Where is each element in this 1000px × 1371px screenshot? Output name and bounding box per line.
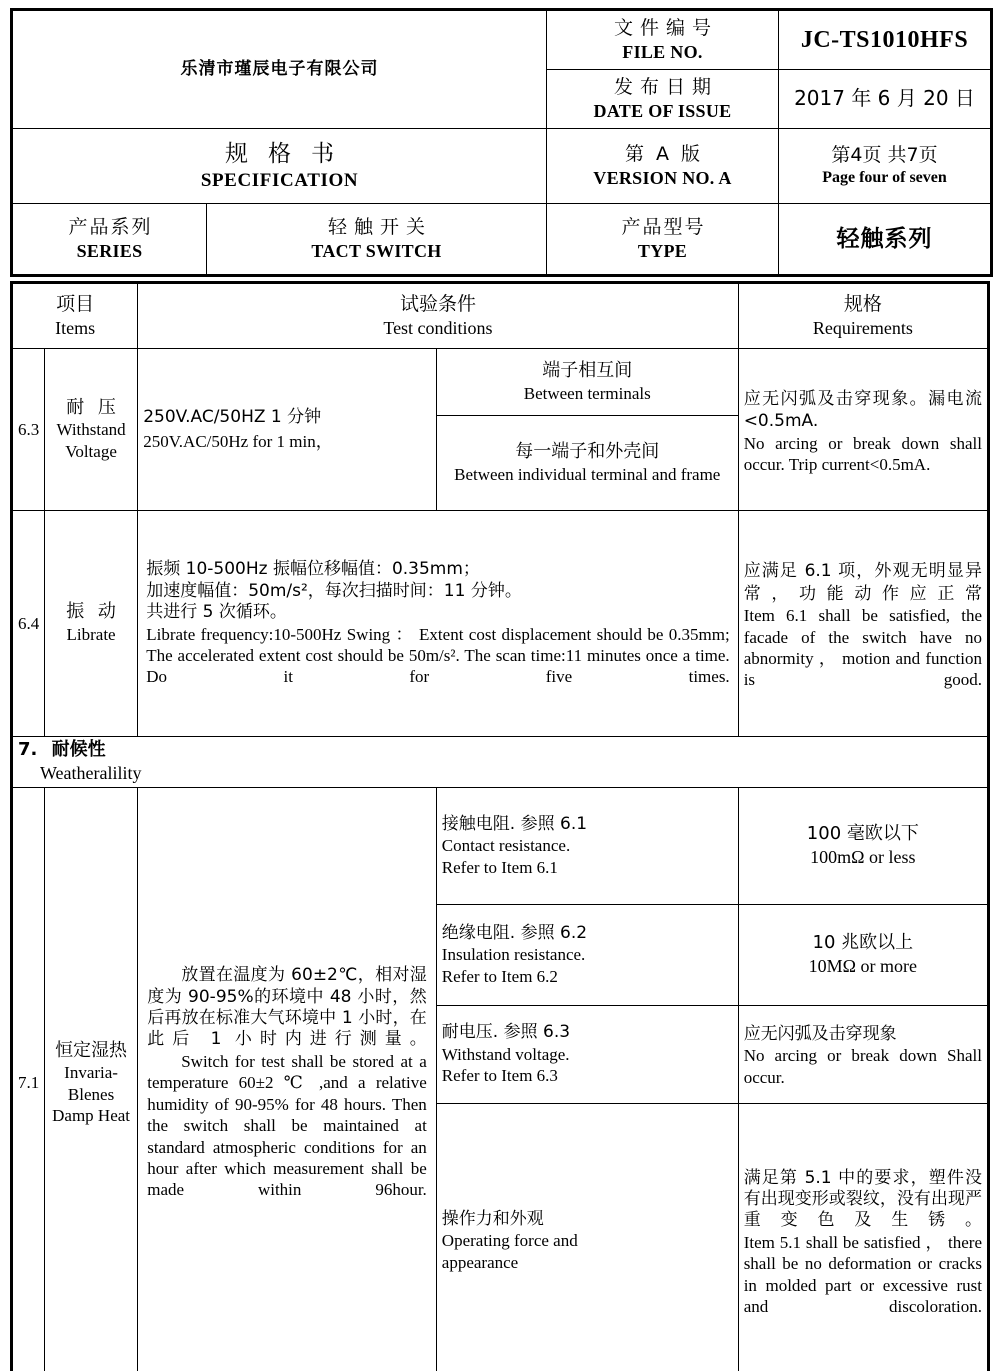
section-7-title-cn: 耐候性 (51, 739, 106, 761)
row-6-3-condition-cn: 250V.AC/50HZ 1 分钟 (143, 407, 322, 428)
row-6-3-subcondition-1 (436, 349, 738, 416)
file-no-value-cell (779, 10, 992, 70)
row-7-1-subcondition-3-cn: 耐电压. 参照 6.3 (441, 1022, 571, 1043)
row-7-1-subcondition-4-en-2: appearance (441, 1252, 519, 1272)
row-7-1-subcondition-3 (436, 1006, 738, 1104)
row-6-3-requirement (738, 349, 988, 511)
file-no-value: JC-TS1010HFS (800, 26, 969, 53)
row-6-4-condition-cn-3: 共进行 5 次循环。 (146, 602, 287, 623)
page-number-cn: 第4页 共7页 (831, 143, 938, 166)
file-no-label-cn: 文件编号 (613, 16, 718, 39)
type-cell (547, 204, 779, 276)
spec-title-cell (12, 129, 547, 204)
section-7-header (12, 737, 989, 788)
row-6-4-condition-cn-1: 振频 10-500Hz 振幅位移幅值：0.35mm； (146, 559, 480, 580)
row-7-1-condition-en: Switch for test shall be stored at a temperature 60±2 ℃ ,and a relative humidity of 90-95% for 48 hours. Then the switch shall be maintained at standard atmospheric conditions for an hour after which measurement shall be made within 96hour. (147, 1051, 427, 1200)
date-of-issue-label-cell (547, 70, 779, 129)
date-of-issue-value: 2017 年 6 月 20 日 (794, 86, 975, 111)
row-7-1-requirement-1-cn: 100 毫欧以下 (806, 823, 919, 845)
row-7-1-name (44, 788, 137, 1371)
table-row-7-1-sub-1 (12, 788, 989, 905)
row-7-1-subcondition-1-cn: 接触电阻. 参照 6.1 (441, 813, 588, 834)
row-7-1-requirement-4 (738, 1104, 988, 1371)
row-7-1-requirement-4-en: Item 5.1 shall be satisfied ， there shall be no deformation or cracks in molded part or excessive rust and discoloration. (743, 1232, 982, 1317)
row-7-1-condition (138, 788, 437, 1371)
row-7-1-name-en-2: Damp Heat (52, 1106, 131, 1126)
row-7-1-subcondition-2-en-2: Refer to Item 6.2 (441, 966, 558, 986)
row-6-4-name-cn: 振 动 (66, 601, 120, 623)
spec-title-cn: 规格书 (225, 140, 354, 167)
row-7-1-name-en-1: Invaria-Blenes (64, 1063, 118, 1104)
product-label-cn: 轻触开关 (327, 215, 432, 238)
row-6-3-requirement-cn: 应无闪弧及击穿现象。漏电流<0.5mA. (743, 388, 982, 432)
row-7-1-subcondition-1-en-2: Refer to Item 6.1 (441, 857, 558, 877)
product-label-en: TACT SWITCH (311, 240, 442, 261)
row-7-1-requirement-2 (738, 905, 988, 1006)
row-7-1-condition-cn: 放置在温度为 60±2℃，相对湿度为 90-95%的环境中 48 小时，然后再放在标准大气环境中 1 小时，在此后 1 小时内进行测量。 (147, 965, 427, 1050)
col-header-items-en: Items (55, 317, 96, 338)
row-7-1-requirement-3-en: No arcing or break down Shall occur. (743, 1046, 982, 1087)
row-7-1-requirement-4-cn: 满足第 5.1 中的要求，塑件没有出现变形或裂纹，没有出现严重变色及生锈。 (743, 1167, 982, 1231)
row-7-1-subcondition-4-en-1: Operating force and (441, 1231, 578, 1251)
row-6-4-condition (138, 511, 738, 737)
section-7-number: 7. (18, 739, 38, 761)
row-7-1-subcondition-3-en-2: Refer to Item 6.3 (441, 1066, 558, 1086)
row-6-3-number: 6.3 (12, 349, 45, 511)
col-header-requirements-en: Requirements (812, 317, 913, 338)
version-cell (547, 129, 779, 204)
table-row-6-4 (12, 511, 989, 737)
section-7-title-en: Weatheralility (40, 763, 142, 783)
company-name: 乐清市瑾辰电子有限公司 (12, 10, 547, 129)
specification-body-table (10, 281, 990, 1371)
table-row-6-3-top (12, 349, 989, 416)
type-label-cn: 产品型号 (621, 215, 706, 238)
file-no-label-cell (547, 10, 779, 70)
row-6-3-subcondition-2-cn: 每一端子和外壳间 (515, 440, 660, 462)
row-6-4-condition-en: Librate frequency:10-500Hz Swing ： Extent cost displacement should be 0.35mm; The accelerated extent cost should be 50m/s². The scan time:11 minutes once a time. Do it for five times. (146, 624, 730, 687)
row-6-3-subcondition-1-en: Between terminals (523, 383, 651, 403)
row-6-3-name (44, 349, 137, 511)
row-6-3-name-en-1: Withstand (56, 420, 126, 440)
row-7-1-requirement-3 (738, 1006, 988, 1104)
header-row-spec (12, 129, 992, 204)
page-number-en: Page four of seven (822, 168, 947, 186)
series-label-cn: 产品系列 (68, 215, 153, 238)
row-7-1-subcondition-1 (436, 788, 738, 905)
row-7-1-requirement-2-cn: 10 兆欧以上 (812, 932, 914, 954)
row-6-3-subcondition-2-en: Between individual terminal and frame (454, 464, 721, 484)
col-header-test-conditions-en: Test conditions (383, 317, 493, 338)
col-header-test-conditions (138, 283, 738, 349)
col-header-requirements-cn: 规格 (843, 292, 882, 315)
document-header-table (10, 8, 993, 277)
row-6-4-condition-cn-2: 加速度幅值：50m/s²，每次扫描时间：11 分钟。 (146, 580, 522, 601)
row-7-1-subcondition-2 (436, 905, 738, 1006)
col-header-items-cn: 项目 (56, 292, 95, 315)
row-6-3-requirement-en: No arcing or break down shall occur. Trip current<0.5mA. (743, 433, 982, 474)
row-7-1-subcondition-3-en-1: Withstand voltage. (441, 1044, 570, 1064)
row-6-4-requirement (738, 511, 988, 737)
series-label-en: SERIES (76, 240, 143, 261)
date-of-issue-label-en: DATE OF ISSUE (593, 100, 732, 121)
header-row-series (12, 204, 992, 276)
series-cell (12, 204, 207, 276)
row-6-4-name-en: Librate (66, 625, 116, 645)
date-of-issue-value-cell (779, 70, 992, 129)
version-cn: 第 A 版 (624, 142, 704, 165)
type-label-en: TYPE (637, 240, 688, 261)
table-header-row (12, 283, 989, 349)
col-header-test-conditions-cn: 试验条件 (399, 292, 476, 315)
row-6-3-subcondition-2 (436, 416, 738, 511)
row-6-4-number: 6.4 (12, 511, 45, 737)
row-7-1-requirement-1 (738, 788, 988, 905)
row-6-3-condition-en: 250V.AC/50Hz for 1 min， (143, 431, 333, 451)
col-header-requirements (738, 283, 988, 349)
section-7-row (12, 737, 989, 788)
row-7-1-subcondition-1-en-1: Contact resistance. (441, 836, 571, 856)
row-7-1-subcondition-4 (436, 1104, 738, 1371)
row-6-4-requirement-cn: 应满足 6.1 项，外观无明显异常，功能动作应正常 (743, 561, 982, 604)
row-6-3-condition (138, 349, 437, 511)
header-row-fileno (12, 10, 992, 70)
product-cell (207, 204, 547, 276)
col-header-items (12, 283, 138, 349)
row-7-1-subcondition-2-en-1: Insulation resistance. (441, 945, 586, 965)
type-value-cell (779, 204, 992, 276)
page-cell (779, 129, 992, 204)
row-6-3-name-en-2: Voltage (65, 441, 117, 461)
row-7-1-requirement-3-cn: 应无闪弧及击穿现象 (743, 1023, 897, 1044)
row-7-1-subcondition-4-cn: 操作力和外观 (441, 1208, 544, 1229)
row-6-4-name (44, 511, 137, 737)
row-6-3-subcondition-1-cn: 端子相互间 (542, 359, 633, 381)
spec-title-en: SPECIFICATION (200, 169, 359, 191)
version-en: VERSION NO. A (593, 167, 732, 188)
row-7-1-number: 7.1 (12, 788, 45, 1371)
file-no-label-en: FILE NO. (622, 41, 703, 62)
row-7-1-requirement-1-en: 100mΩ or less (810, 847, 916, 867)
row-6-3-name-cn: 耐 压 (66, 396, 120, 418)
date-of-issue-label-cn: 发布日期 (613, 75, 718, 98)
row-6-4-requirement-en: Item 6.1 shall be satisfied, the facade of the switch have no abnormity ， motion and function is good. (743, 606, 982, 690)
row-7-1-subcondition-2-cn: 绝缘电阻. 参照 6.2 (441, 922, 588, 943)
row-7-1-requirement-2-en: 10MΩ or more (808, 956, 918, 976)
row-7-1-name-cn: 恒定湿热 (55, 1039, 128, 1061)
type-value: 轻触系列 (836, 225, 933, 252)
